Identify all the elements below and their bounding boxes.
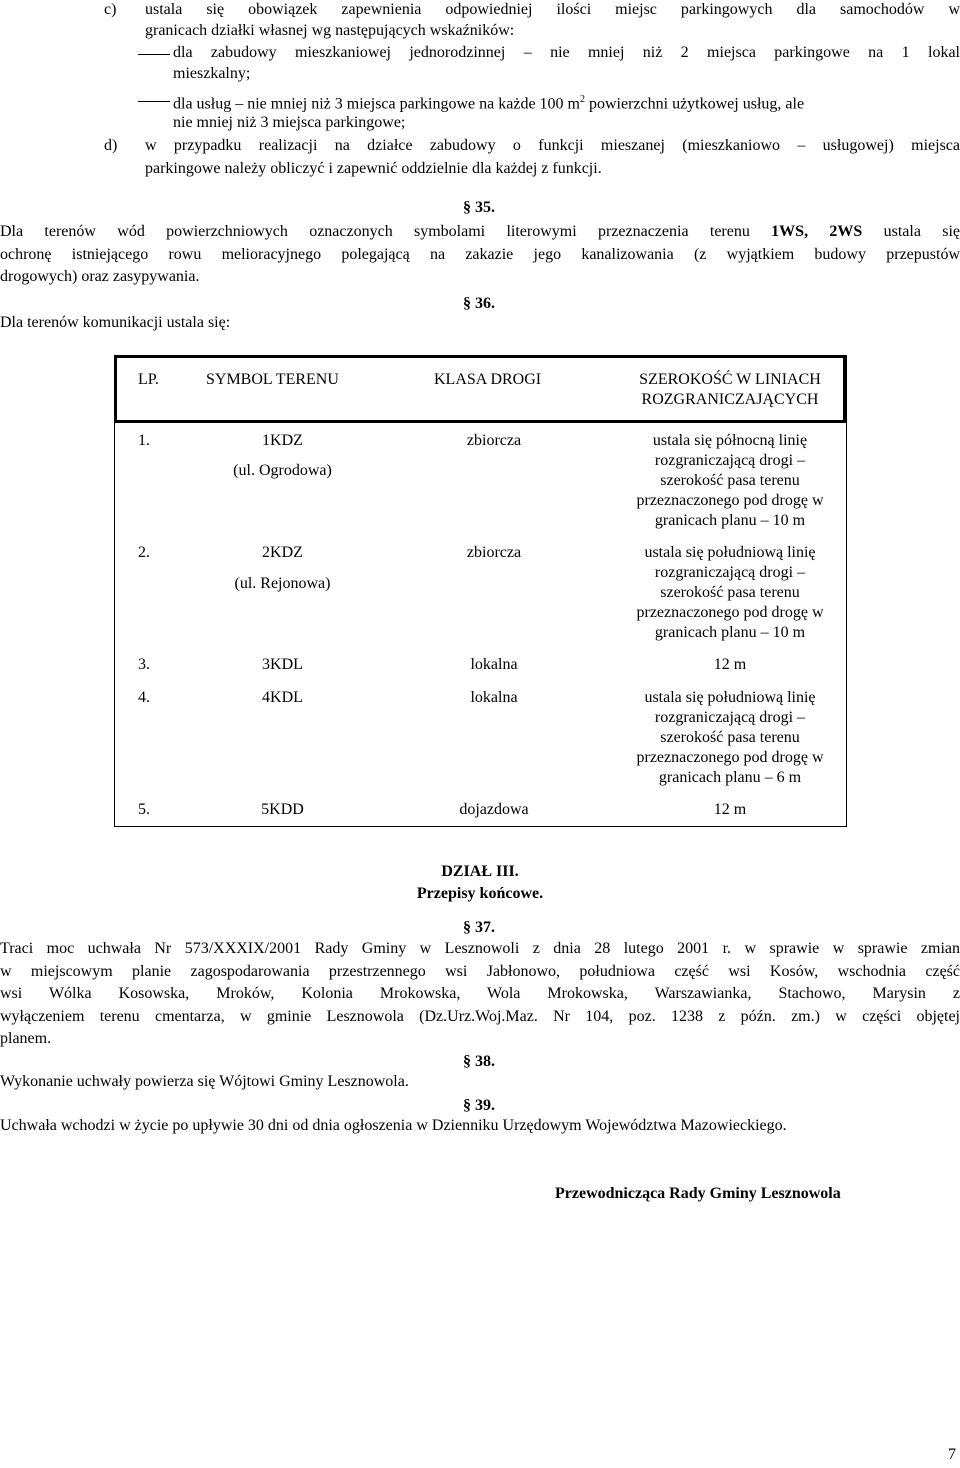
row3-lp: 3. (138, 656, 150, 673)
row4-klasa: lokalna (470, 689, 518, 706)
par35-number-text: 35. (475, 199, 495, 216)
dash2-text-b: powierzchni użytkowej usług, ale (589, 95, 805, 113)
dash2-text-a: dla usług – nie mniej niż 3 miejsca parkingowe na każde 100 m (173, 95, 580, 113)
row1-szer-5: granicach planu – 10 m (654, 512, 806, 529)
row2-szer-5: granicach planu – 10 m (654, 624, 806, 641)
item-d-line2: parkingowe należy obliczyć i zapewnić oddzielnie dla każdej z funkcji. (145, 160, 602, 177)
dash1-line2: mieszkalny; (173, 65, 251, 82)
th-klasa: KLASA DROGI (434, 371, 542, 388)
item-c-line1: ustala się obowiązek zapewnienia odpowiedniej ilości miejsc parkingowych dla samochodów w (145, 1, 960, 18)
row4-symbol: 4KDL (262, 689, 303, 706)
par37-number-text: 37. (475, 919, 495, 936)
row2-lp: 2. (138, 544, 150, 561)
item-d-line1: w przypadku realizacji na działce zabudowy o funkcji mieszanej (mieszkaniowo – usługowej) miejsca (145, 137, 960, 154)
row2-szer-2: rozgraniczającą drogi – (654, 564, 806, 581)
row2-szer-1: ustala się południową linię (644, 544, 816, 561)
row1-klasa: zbiorcza (466, 432, 522, 449)
dash2-line2: nie mniej niż 3 miejsca parkingowe; (173, 114, 406, 131)
row1-symbol: 1KDZ (262, 432, 303, 449)
par35-text-c: ustala się (883, 223, 960, 240)
item-c-line2: granicach działki własnej wg następujących wskaźników: (145, 22, 515, 39)
row4-szer-1: ustala się południową linię (644, 689, 816, 706)
row5-symbol: 5KDD (261, 801, 304, 818)
row2-szer-4: przeznaczonego pod drogę w (636, 604, 824, 621)
par39-number: § 39. (463, 1097, 495, 1114)
row4-szer-2: rozgraniczającą drogi – (654, 709, 806, 726)
row2-street: (ul. Rejonowa) (234, 575, 331, 592)
row1-szer-3: szerokość pasa terenu (660, 472, 800, 489)
item-d-marker: d) (104, 137, 118, 154)
par35-text-a: Dla terenów wód powierzchniowych oznaczonych symbolami literowymi przeznaczenia terenu (0, 223, 750, 240)
row1-szer-2: rozgraniczającą drogi – (654, 452, 806, 469)
signature-title: Przewodnicząca Rady Gminy Lesznowola (555, 1185, 841, 1202)
par35-line2: ochronę istniejącego rowu melioracyjnego polegającą na zakazie jego kanalizowania (z wyjątkiem budowy przepustów (0, 246, 960, 263)
par35-line3: drogowych) oraz zasypywania. (0, 268, 200, 285)
par36-text: Dla terenów komunikacji ustala się: (0, 314, 231, 331)
par35-number: § 35. (463, 199, 495, 216)
th-symbol: SYMBOL TERENU (206, 371, 339, 388)
par37-line5: planem. (0, 1030, 52, 1047)
row3-symbol: 3KDL (262, 656, 303, 673)
par39-number-text: 39. (475, 1097, 495, 1114)
dash-marker-2 (138, 101, 170, 102)
row2-symbol: 2KDZ (262, 544, 303, 561)
dash1-line1: dla zabudowy mieszkaniowej jednorodzinnej – nie mniej niż 2 miejsca parkingowe na 1 lokal (173, 44, 960, 61)
superscript-2: 2 (580, 94, 585, 105)
row5-szer-1: 12 m (713, 801, 747, 818)
par38-text: Wykonanie uchwały powierza się Wójtowi Gminy Lesznowola. (0, 1073, 409, 1090)
row1-szer-4: przeznaczonego pod drogę w (636, 492, 824, 509)
par36-number-text: 36. (475, 295, 495, 312)
par38-number-text: 38. (475, 1053, 495, 1070)
dzial-title: DZIAŁ III. (441, 863, 519, 880)
dash-marker-1 (138, 54, 170, 55)
par37-line4: wyłączeniem terenu cmentarza, w gminie Lesznowola (Dz.Urz.Woj.Maz. Nr 104, poz. 1238 z późn. zm.) w części objętej (0, 1008, 960, 1025)
row2-szer-3: szerokość pasa terenu (660, 584, 800, 601)
row2-klasa: zbiorcza (466, 544, 522, 561)
row4-szer-3: szerokość pasa terenu (660, 729, 800, 746)
par37-line1: Traci moc uchwała Nr 573/XXXIX/2001 Rady Gminy w Lesznowoli z dnia 28 lutego 2001 r. w sprawie w sprawie zmian (0, 940, 960, 957)
row5-lp: 5. (138, 801, 150, 818)
row1-lp: 1. (138, 432, 150, 449)
par37-number: § 37. (463, 919, 495, 936)
dash2-line1 (173, 90, 804, 114)
page-number: 7 (948, 1446, 956, 1463)
par35-symbols: 1WS, 2WS (771, 223, 863, 240)
row3-klasa: lokalna (470, 656, 518, 673)
par39-text: Uchwała wchodzi w życie po upływie 30 dni od dnia ogłoszenia w Dzienniku Urzędowym Województwa Mazowieckiego. (0, 1117, 787, 1134)
row4-szer-4: przeznaczonego pod drogę w (636, 749, 824, 766)
dzial-subtitle: Przepisy końcowe. (416, 885, 544, 902)
row3-szer-1: 12 m (713, 656, 747, 673)
par37-line2: w miejscowym planie zagospodarowania przestrzennego wsi Jabłonowo, południowa część wsi Kosów, wschodnia część (0, 963, 960, 980)
th-szer-2: ROZGRANICZAJĄCYCH (641, 391, 819, 408)
par35-line1 (0, 222, 960, 242)
row5-klasa: dojazdowa (459, 801, 529, 818)
par37-line3: wsi Wólka Kosowska, Mroków, Kolonia Mrokowska, Wola Mrokowska, Warszawianka, Stachowo, Marysin z (0, 985, 960, 1002)
row4-lp: 4. (138, 689, 150, 706)
row1-street: (ul. Ogrodowa) (233, 462, 332, 479)
row1-szer-1: ustala się północną linię (652, 432, 808, 449)
th-lp: LP. (138, 371, 159, 388)
row4-szer-5: granicach planu – 6 m (658, 769, 802, 786)
th-szer-1: SZEROKOŚĆ W LINIACH (639, 371, 821, 388)
par38-number: § 38. (463, 1053, 495, 1070)
item-c-marker: c) (104, 1, 117, 18)
par36-number: § 36. (463, 295, 495, 312)
